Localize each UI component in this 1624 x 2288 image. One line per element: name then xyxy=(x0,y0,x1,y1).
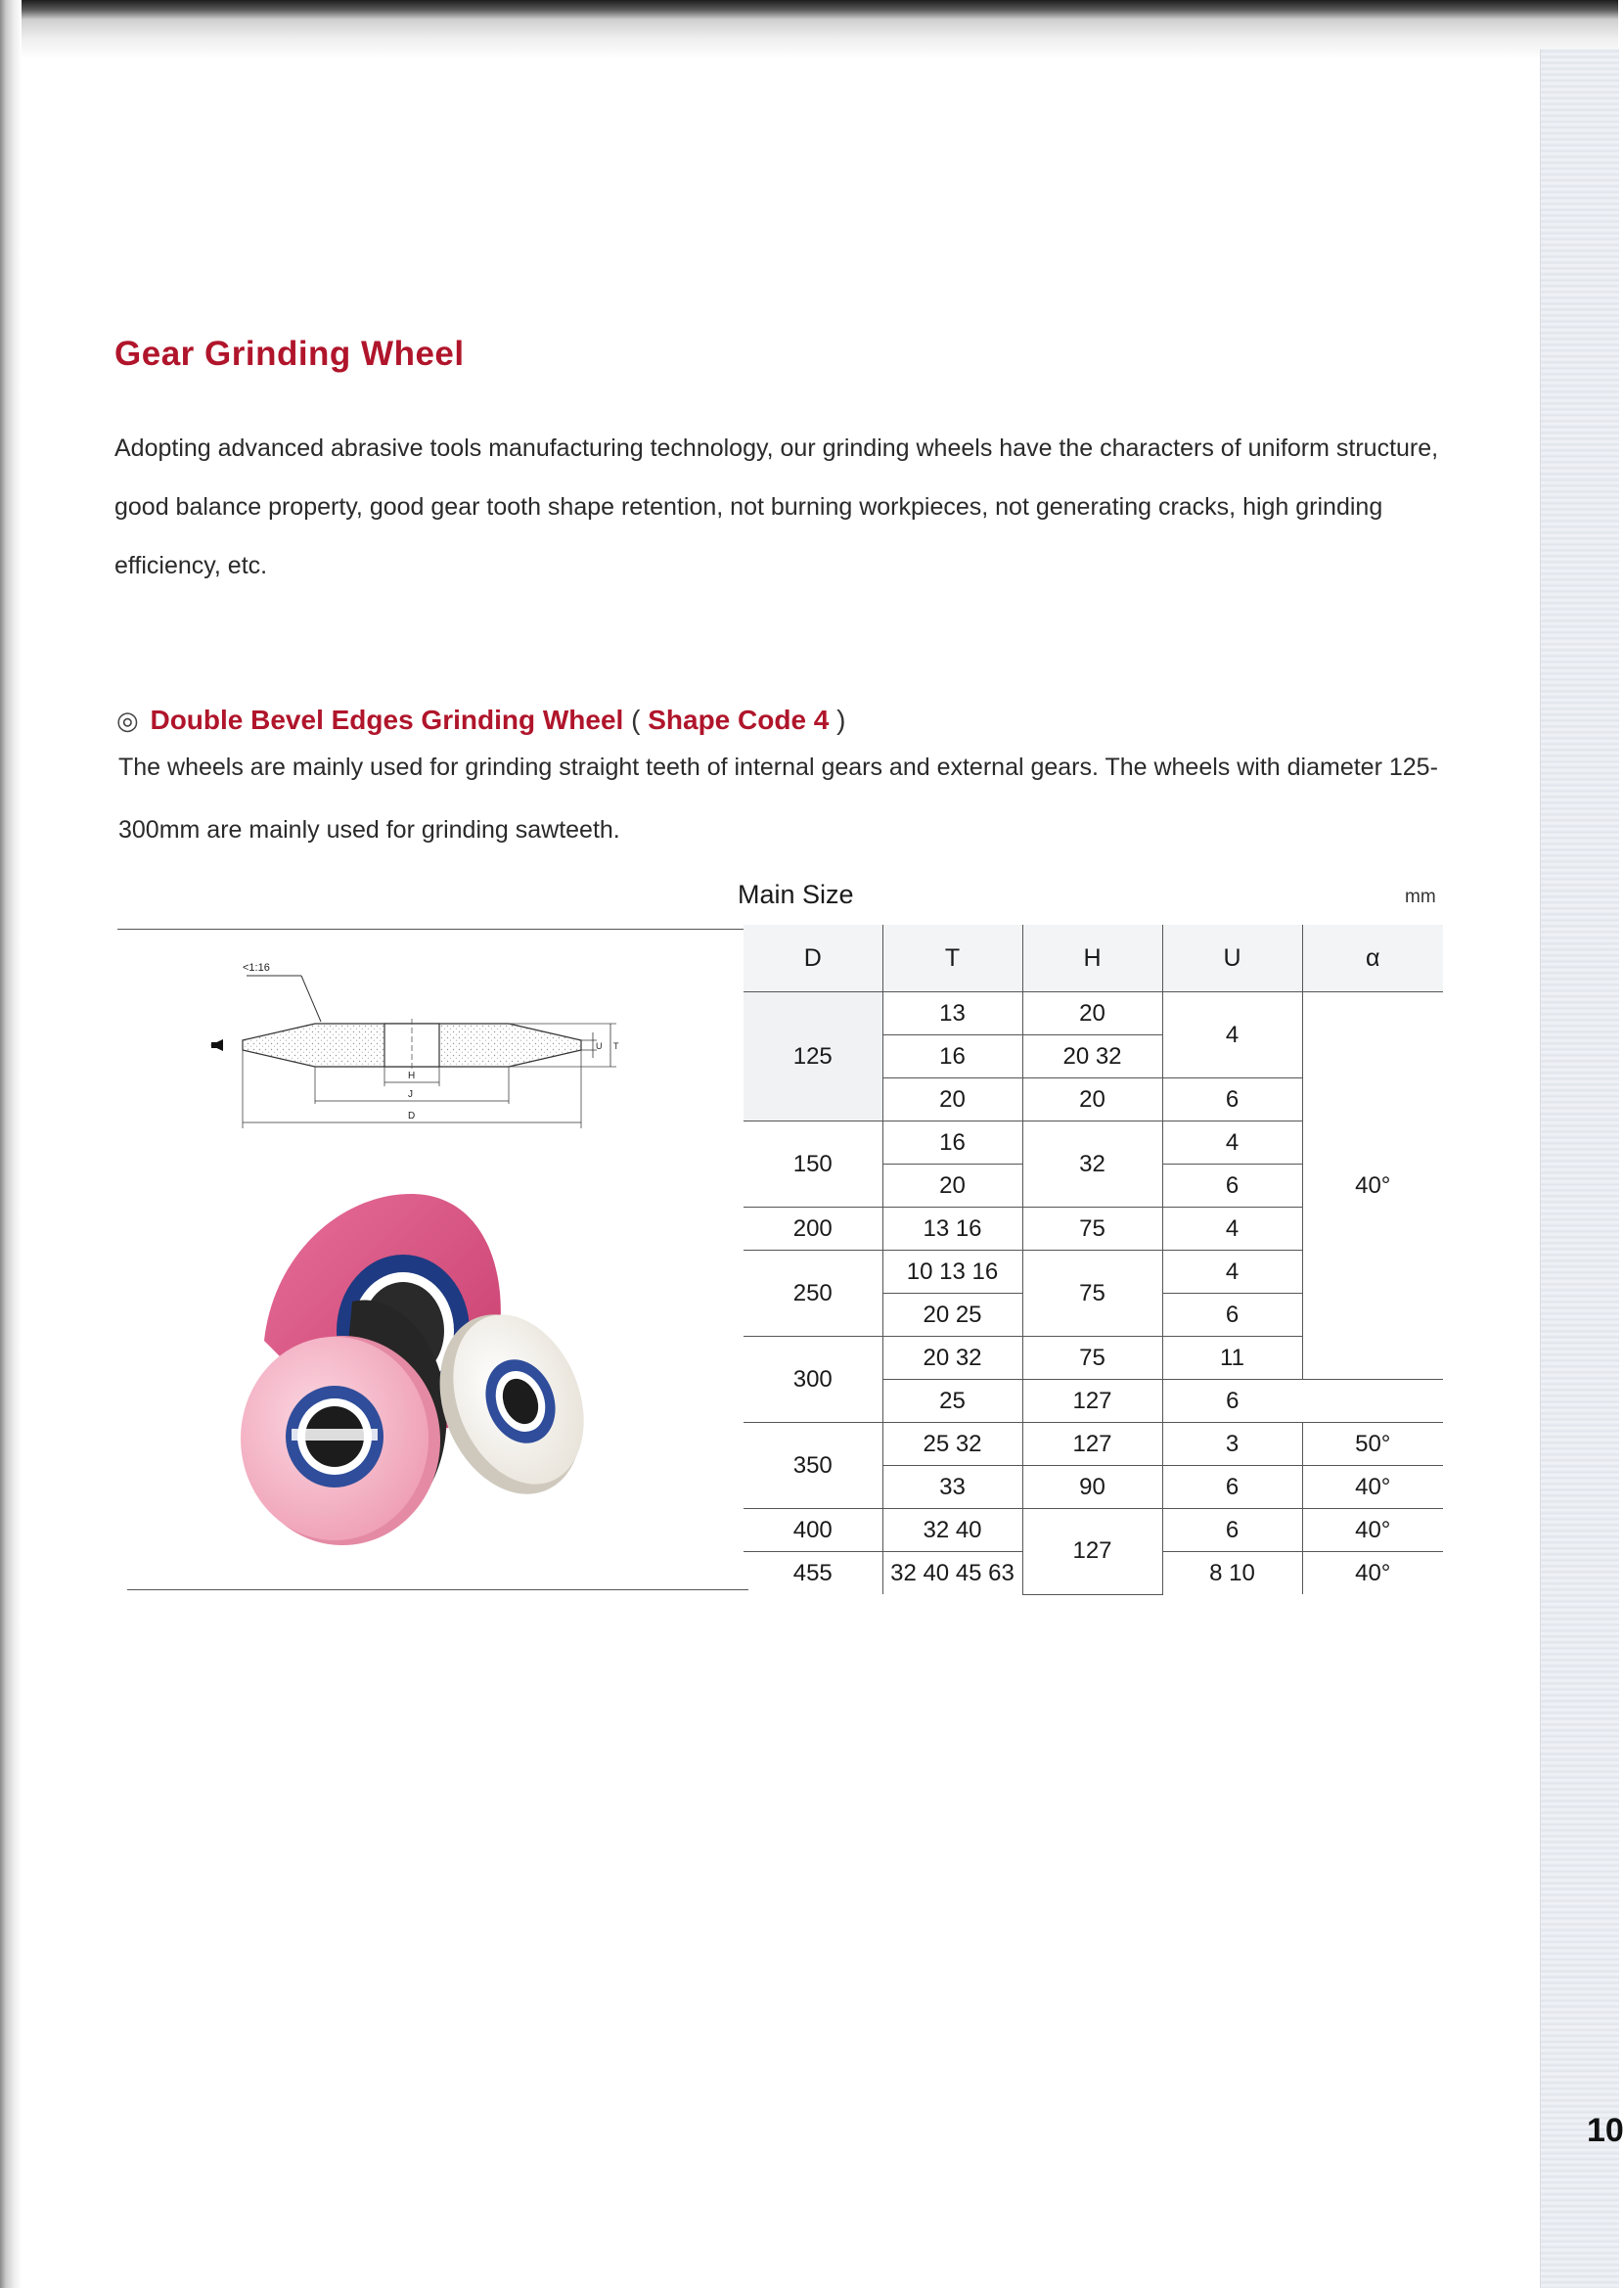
cell-u: 11 xyxy=(1162,1337,1302,1380)
cell-t: 32 40 xyxy=(882,1509,1022,1552)
cell-t: 32 40 45 63 xyxy=(882,1552,1022,1595)
wheel-cross-section-diagram xyxy=(205,954,646,1135)
cell-d: 150 xyxy=(744,1121,882,1208)
wheel-pink xyxy=(241,1336,440,1545)
cell-d: 455 xyxy=(744,1552,882,1595)
cell-u: 6 xyxy=(1162,1294,1302,1337)
cell-d: 300 xyxy=(744,1337,882,1423)
cell-t: 25 32 xyxy=(882,1423,1022,1466)
cell-t: 10 13 16 xyxy=(882,1251,1022,1294)
label-j: J xyxy=(408,1089,413,1100)
cell-u: 4 xyxy=(1162,992,1302,1078)
rule-bottom-left xyxy=(127,1589,748,1590)
table-row xyxy=(744,1509,1443,1552)
cell-alpha: 40° xyxy=(1302,992,1443,1380)
cell-alpha: 40° xyxy=(1302,1509,1443,1552)
cell-t: 20 xyxy=(882,1165,1022,1208)
cell-h: 127 xyxy=(1022,1509,1162,1595)
cell-h: 75 xyxy=(1022,1337,1162,1380)
section-description: The wheels are mainly used for grinding straight teeth of internal gears and external gears. The wheels with diameter 125-300mm are mainly used for grinding sawteeth. xyxy=(118,754,1438,844)
cell-u: 3 xyxy=(1162,1423,1302,1466)
cell-h: 75 xyxy=(1022,1251,1162,1337)
cell-d: 125 xyxy=(744,992,882,1121)
cell-u: 4 xyxy=(1162,1251,1302,1294)
label-u: U xyxy=(596,1041,603,1051)
header-d: D xyxy=(744,925,882,992)
table-row xyxy=(744,992,1443,1035)
cell-d: 200 xyxy=(744,1208,882,1251)
grinding-wheels-photo xyxy=(235,1184,626,1556)
cell-t: 25 xyxy=(882,1380,1022,1423)
intro-paragraph: Adopting advanced abrasive tools manufacturing technology, our grinding wheels have the characters of uniform structure, good balance property, good gear tooth shape retention, not burning workpieces, not generating cracks, high grinding efficiency, etc. xyxy=(114,435,1439,579)
main-size-table xyxy=(744,925,1443,1595)
cell-t: 20 xyxy=(882,1078,1022,1121)
cell-u: 6 xyxy=(1162,1078,1302,1121)
page-title: Gear Grinding Wheel xyxy=(114,335,465,373)
cell-t: 20 25 xyxy=(882,1294,1022,1337)
cell-t: 16 xyxy=(882,1035,1022,1078)
cell-h: 20 32 xyxy=(1022,1035,1162,1078)
cell-alpha: 40° xyxy=(1302,1552,1443,1595)
circle-bullet-icon: ◎ xyxy=(116,706,139,735)
unit-label: mm xyxy=(1405,887,1436,907)
rule-top-left xyxy=(117,929,744,930)
cell-t: 13 xyxy=(882,992,1022,1035)
section-heading xyxy=(116,705,846,736)
table-caption: Main Size xyxy=(738,880,854,909)
cell-u: 6 xyxy=(1162,1509,1302,1552)
paren-open: ( xyxy=(631,705,641,735)
cell-d: 400 xyxy=(744,1509,882,1552)
cell-alpha: 50° xyxy=(1302,1423,1443,1466)
scan-edge-left xyxy=(0,0,22,2288)
header-alpha: α xyxy=(1302,925,1443,992)
paren-close: ) xyxy=(836,705,846,735)
cell-u: 6 xyxy=(1162,1380,1302,1423)
label-d: D xyxy=(408,1111,416,1121)
cell-t: 20 32 xyxy=(882,1337,1022,1380)
cell-h: 127 xyxy=(1022,1423,1162,1466)
cell-u: 4 xyxy=(1162,1121,1302,1165)
cell-t: 16 xyxy=(882,1121,1022,1165)
label-h: H xyxy=(408,1071,416,1081)
cell-h: 75 xyxy=(1022,1208,1162,1251)
arrow-shaft xyxy=(211,1042,223,1048)
header-h: H xyxy=(1022,925,1162,992)
cell-u: 6 xyxy=(1162,1466,1302,1509)
table-header-row xyxy=(744,925,1443,992)
section-heading-text: Double Bevel Edges Grinding Wheel xyxy=(150,705,624,735)
table-row xyxy=(744,1423,1443,1466)
cell-u: 8 10 xyxy=(1162,1552,1302,1595)
cell-h: 127 xyxy=(1022,1380,1162,1423)
shape-code: Shape Code 4 xyxy=(648,705,830,735)
taper-leader-d xyxy=(301,976,321,1022)
cell-h: 32 xyxy=(1022,1121,1162,1208)
header-t: T xyxy=(882,925,1022,992)
scan-edge-top xyxy=(0,0,1618,59)
cell-h: 20 xyxy=(1022,1078,1162,1121)
cell-alpha: 40° xyxy=(1302,1466,1443,1509)
cell-d: 350 xyxy=(744,1423,882,1509)
cell-t: 13 16 xyxy=(882,1208,1022,1251)
header-u: U xyxy=(1162,925,1302,992)
label-t: T xyxy=(613,1041,619,1051)
cell-h: 20 xyxy=(1022,992,1162,1035)
cell-h: 90 xyxy=(1022,1466,1162,1509)
cell-u: 6 xyxy=(1162,1165,1302,1208)
taper-label: <1:16 xyxy=(243,962,270,974)
page-number: 10 xyxy=(1587,2112,1624,2149)
facing-page-edge xyxy=(1540,49,1619,2288)
cell-t: 33 xyxy=(882,1466,1022,1509)
cell-u: 4 xyxy=(1162,1208,1302,1251)
cell-d: 250 xyxy=(744,1251,882,1337)
